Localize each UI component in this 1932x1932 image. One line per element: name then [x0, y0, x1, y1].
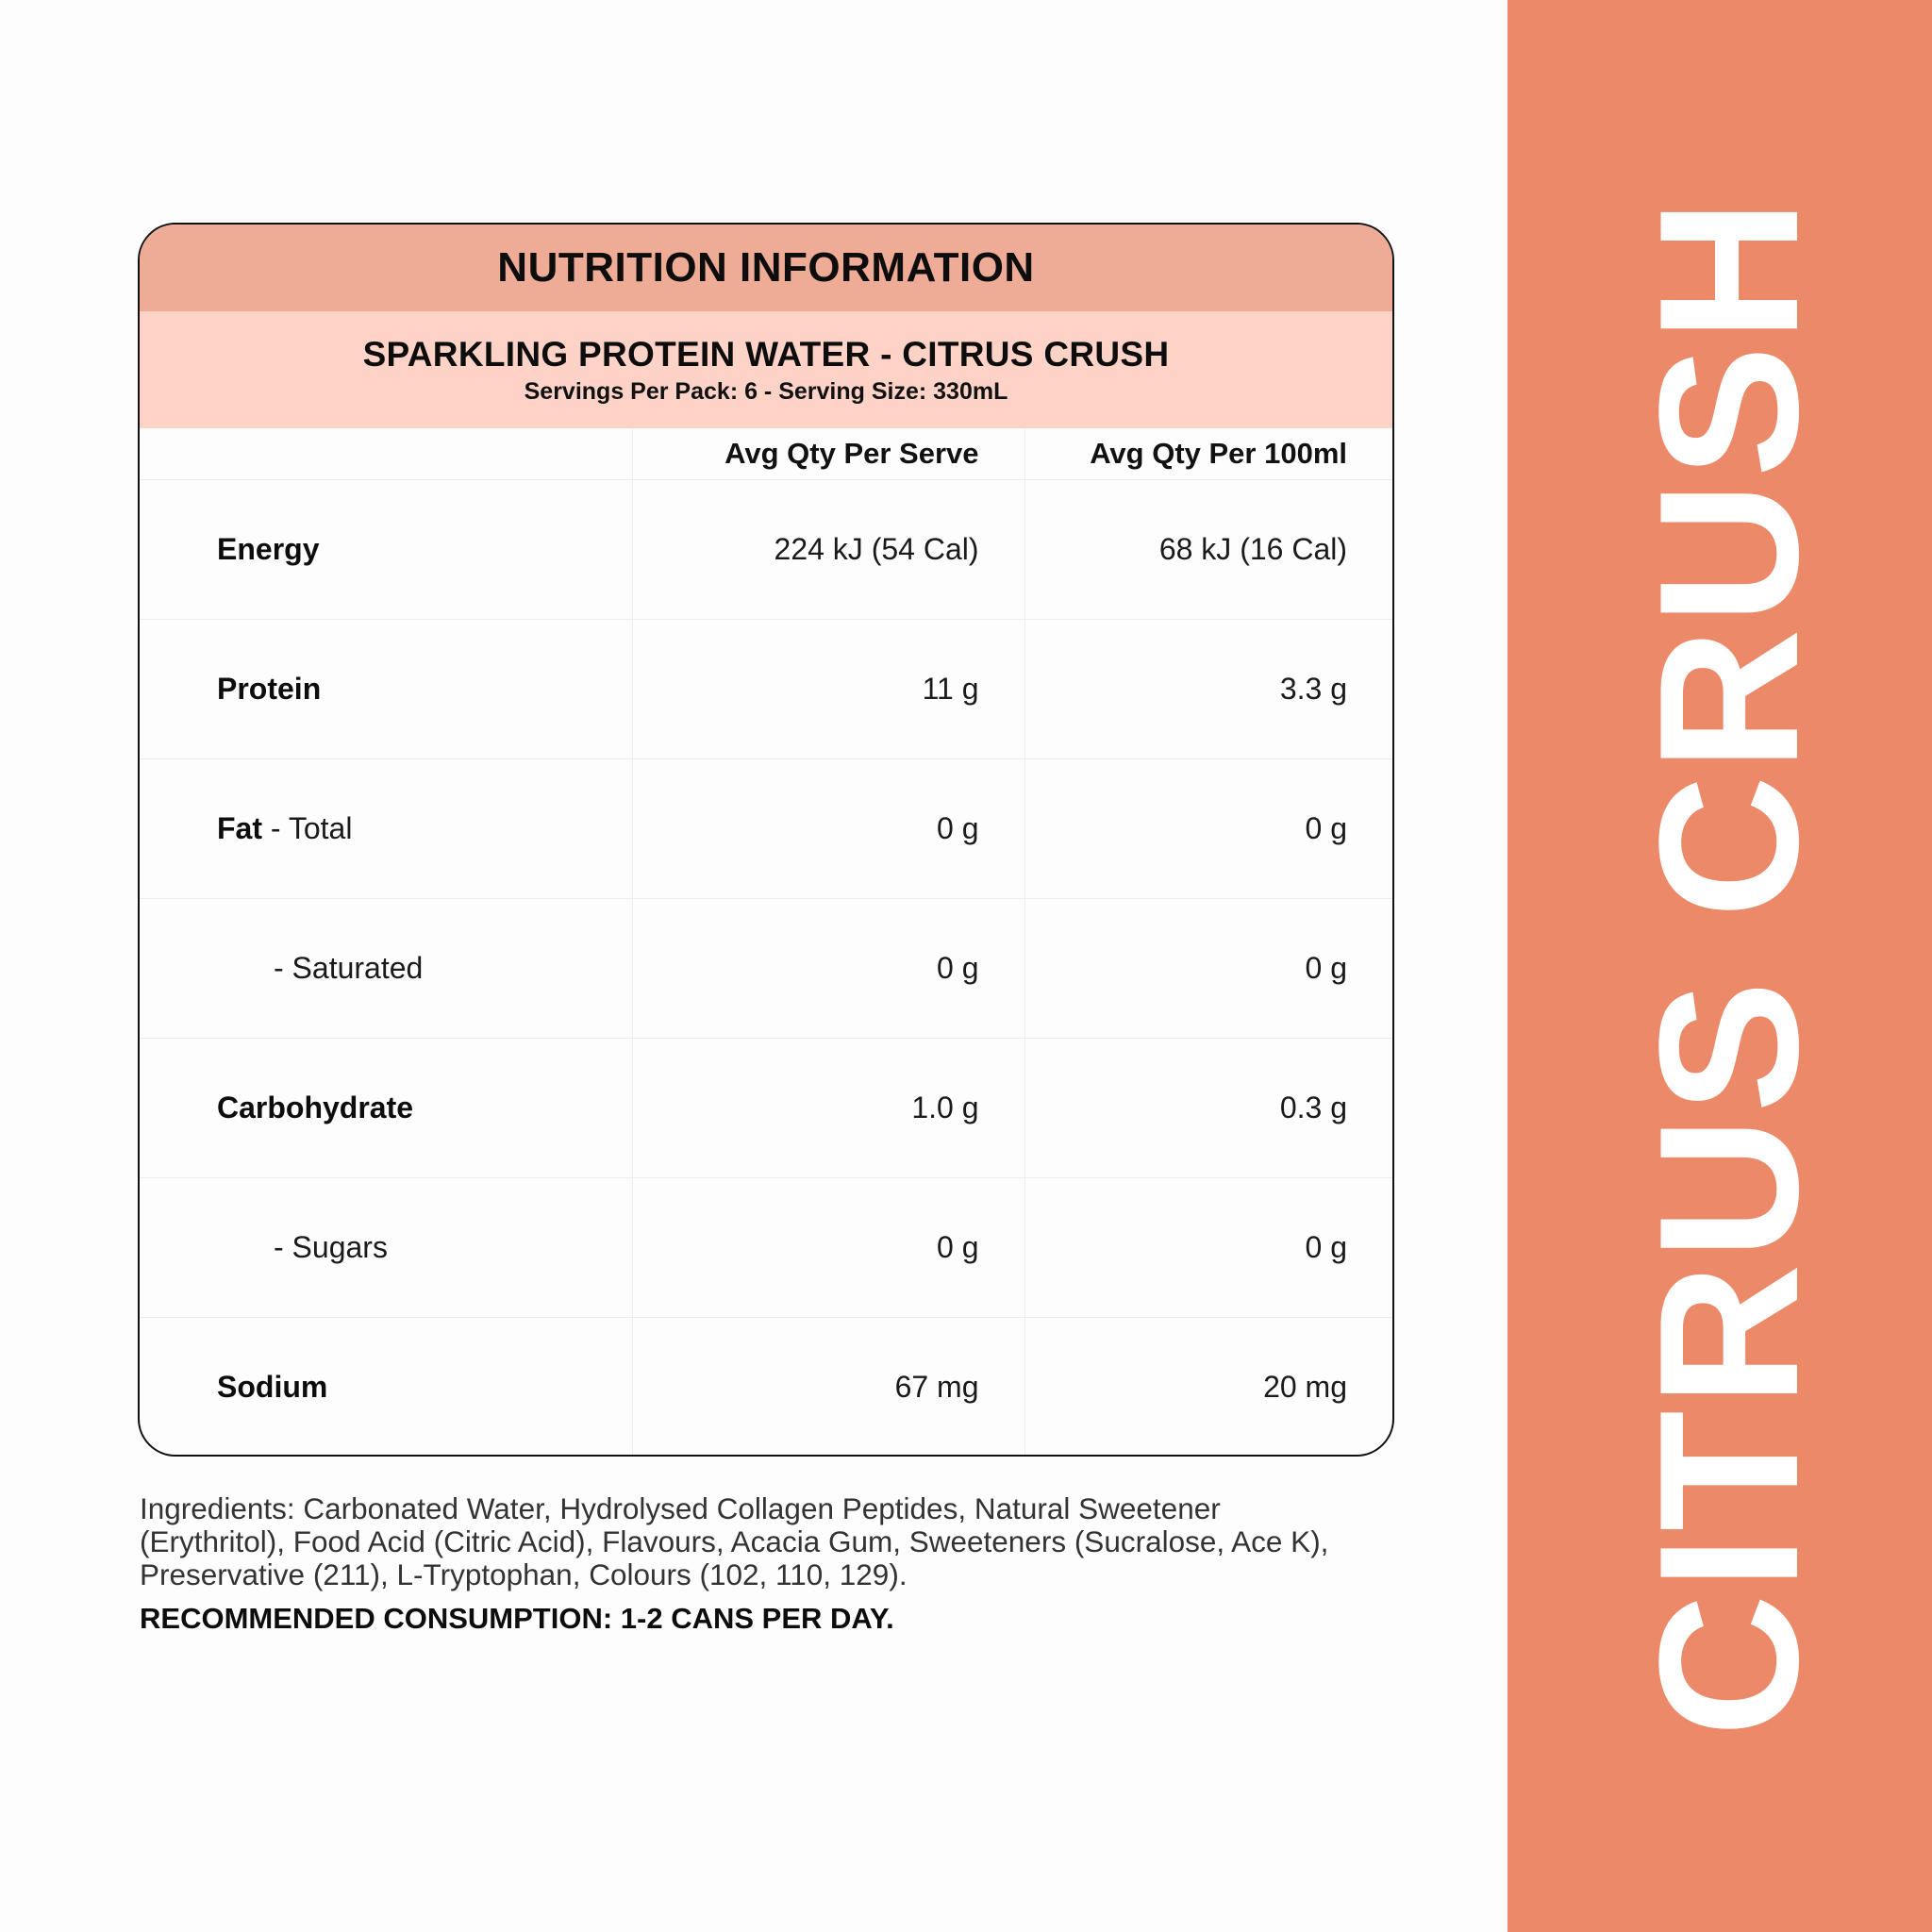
- nutrition-title: NUTRITION INFORMATION: [497, 244, 1035, 291]
- table-row: [140, 899, 1392, 1039]
- per-100ml-value: 20 mg: [1024, 1318, 1392, 1457]
- table-header-row: [140, 428, 1392, 480]
- nutrient-label: Sodium: [140, 1318, 632, 1457]
- table-row: [140, 620, 1392, 759]
- nutrient-label-main: Fat: [217, 811, 262, 845]
- per-serve-value: 0 g: [632, 1178, 1024, 1318]
- product-subheader: [140, 311, 1392, 428]
- product-name: SPARKLING PROTEIN WATER - CITRUS CRUSH: [362, 334, 1170, 374]
- per-100ml-value: 0.3 g: [1024, 1039, 1392, 1178]
- nutrient-label: Energy: [140, 480, 632, 620]
- nutrient-label: Carbohydrate: [140, 1039, 632, 1178]
- nutrition-header: [140, 225, 1392, 311]
- per-serve-value: 0 g: [632, 759, 1024, 899]
- per-serve-value: 0 g: [632, 899, 1024, 1039]
- ingredients-text: Ingredients: Carbonated Water, Hydrolysed Collagen Peptides, Natural Sweetener (Erythritol), Food Acid (Citric Acid), Flavours, Acacia Gum, Sweeteners (Sucralose, Ace K), Preservative (211), L-Tryptophan, Colours (102, 110, 129).: [140, 1491, 1329, 1591]
- per-serve-value: 1.0 g: [632, 1039, 1024, 1178]
- per-100ml-value: 68 kJ (16 Cal): [1024, 480, 1392, 620]
- serving-info: Servings Per Pack: 6 - Serving Size: 330mL: [524, 377, 1008, 405]
- column-header-per-100ml: Avg Qty Per 100ml: [1024, 428, 1392, 480]
- column-header-per-serve: Avg Qty Per Serve: [632, 428, 1024, 480]
- per-100ml-value: 3.3 g: [1024, 620, 1392, 759]
- table-row: [140, 480, 1392, 620]
- per-serve-value: 224 kJ (54 Cal): [632, 480, 1024, 620]
- nutrition-panel: [138, 223, 1394, 1457]
- per-serve-value: 11 g: [632, 620, 1024, 759]
- nutrient-label-suffix: - Total: [262, 811, 353, 845]
- side-flavour-title: CITRUS CRUSH: [1618, 194, 1840, 1738]
- column-header-label: [140, 428, 632, 480]
- nutrient-label: Protein: [140, 620, 632, 759]
- per-serve-value: 67 mg: [632, 1318, 1024, 1457]
- recommended-consumption: RECOMMENDED CONSUMPTION: 1-2 CANS PER DAY.: [140, 1602, 894, 1635]
- table-row: [140, 1039, 1392, 1178]
- per-100ml-value: 0 g: [1024, 899, 1392, 1039]
- per-100ml-value: 0 g: [1024, 759, 1392, 899]
- table-row: [140, 1318, 1392, 1457]
- nutrient-sublabel: - Sugars: [140, 1178, 632, 1318]
- nutrition-table: [140, 428, 1392, 1457]
- table-row: [140, 759, 1392, 899]
- nutrient-sublabel: - Saturated: [140, 899, 632, 1039]
- per-100ml-value: 0 g: [1024, 1178, 1392, 1318]
- table-row: [140, 1178, 1392, 1318]
- nutrient-label: [140, 759, 632, 899]
